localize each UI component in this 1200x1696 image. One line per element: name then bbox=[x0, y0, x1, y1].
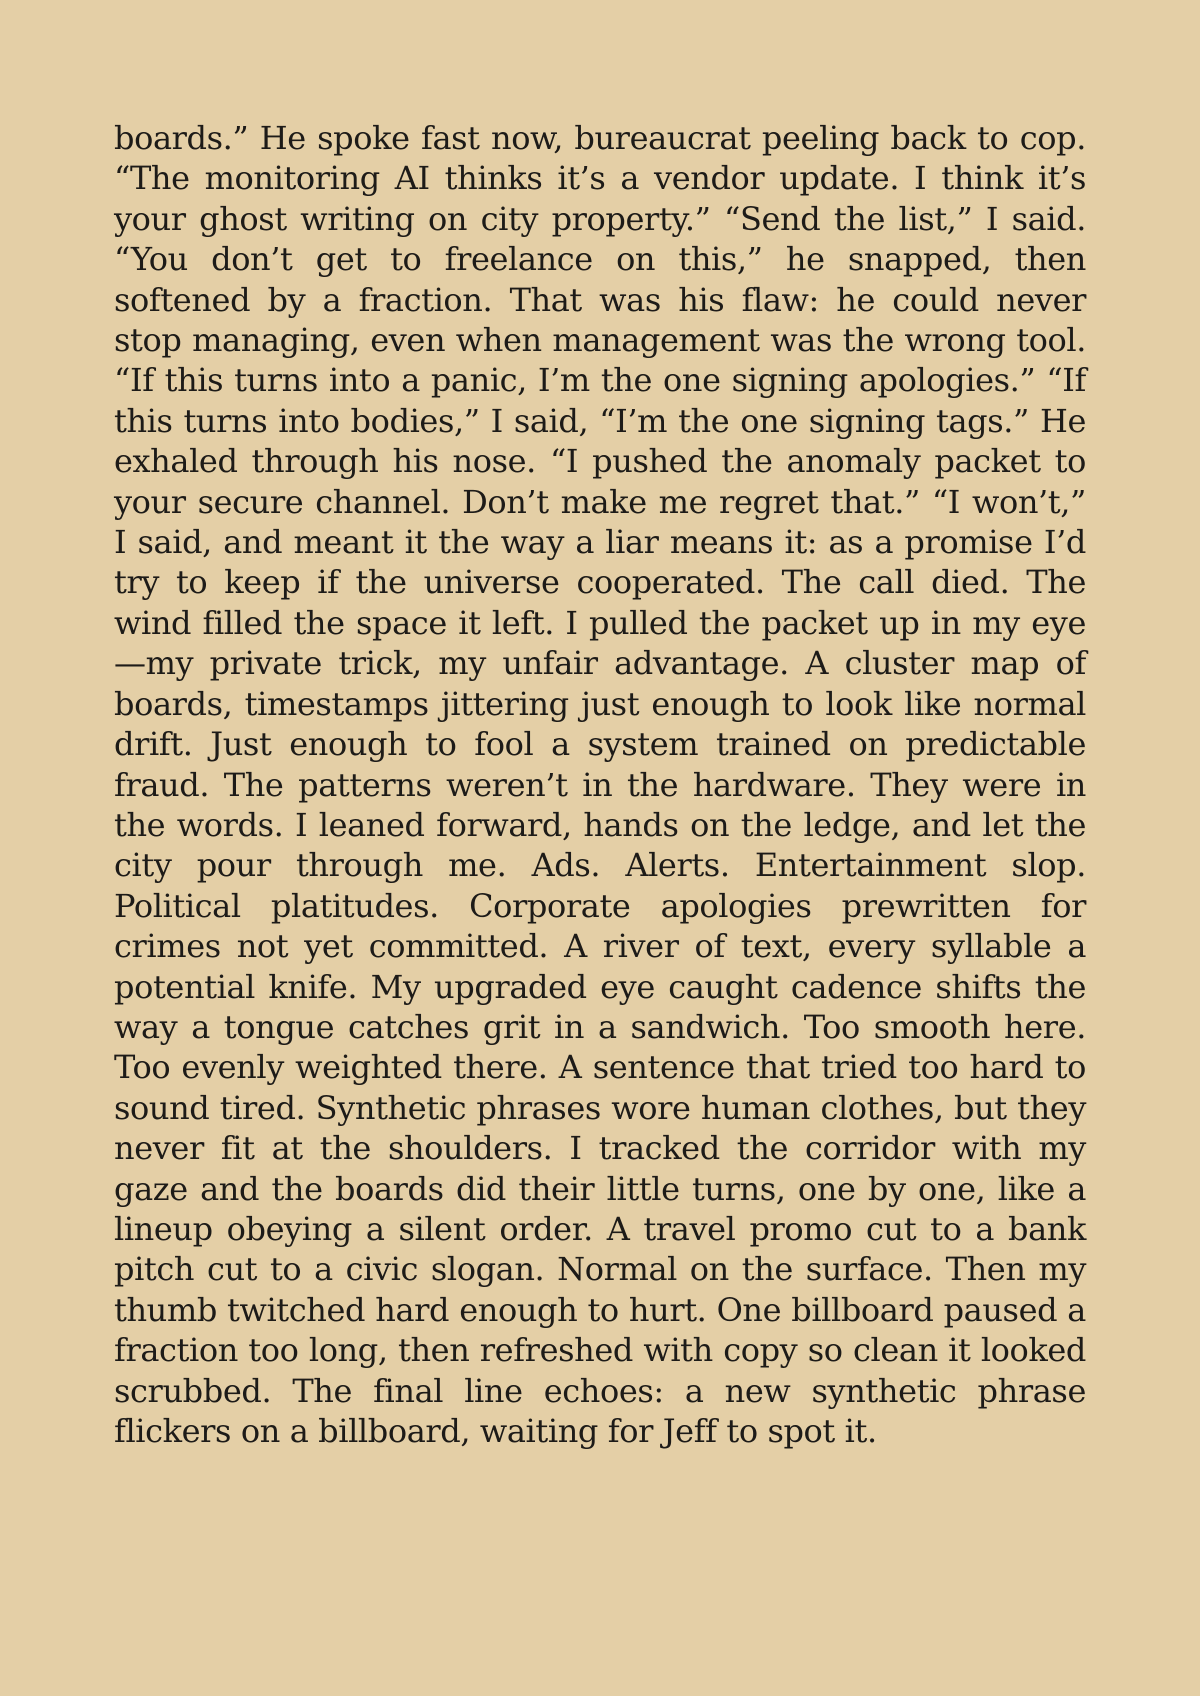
body-paragraph: boards.” He spoke fast now, bureaucrat peeling back to cop. “The monitoring AI thinks it’s a vendor update. I think it’s your ghost writing on city property.” “Send the list,” I said. “You don’t get to freelance on this,” he snapped, then softened by a fraction. That was his flaw: he could never stop managing, even when management was the wrong tool. “If this turns into a panic, I’m the one signing apologies.” “If this turns into bodies,” I said, “I’m the one signing tags.” He exhaled through his nose. “I pushed the anomaly packet to your secure channel. Don’t make me regret that.” “I won’t,” I said, and meant it the way a liar means it: as a promise I’d try to keep if the universe cooperated. The call died. The wind filled the space it left. I pulled the packet up in my eye—my private trick, my unfair advantage. A cluster map of boards, timestamps jittering just enough to look like normal drift. Just enough to fool a system trained on predictable fraud. The patterns weren’t in the hardware. They were in the words. I leaned forward, hands on the ledge, and let the city pour through me. Ads. Alerts. Entertainment slop. Political platitudes. Corporate apologies prewritten for crimes not yet committed. A river of text, every syllable a potential knife. My upgraded eye caught cadence shifts the way a tongue catches grit in a sandwich. Too smooth here. Too evenly weighted there. A sentence that tried too hard to sound tired. Synthetic phrases wore human clothes, but they never fit at the shoulders. I tracked the corridor with my gaze and the boards did their little turns, one by one, like a lineup obeying a silent order. A travel promo cut to a bank pitch cut to a civic slogan. Normal on the surface. Then my thumb twitched hard enough to hurt. One billboard paused a fraction too long, then refreshed with copy so clean it looked scrubbed. The final line echoes: a new synthetic phrase flickers on a billboard, waiting for Jeff to spot it. bbox=[114, 119, 1086, 1450]
body-text-block bbox=[114, 118, 1086, 1451]
